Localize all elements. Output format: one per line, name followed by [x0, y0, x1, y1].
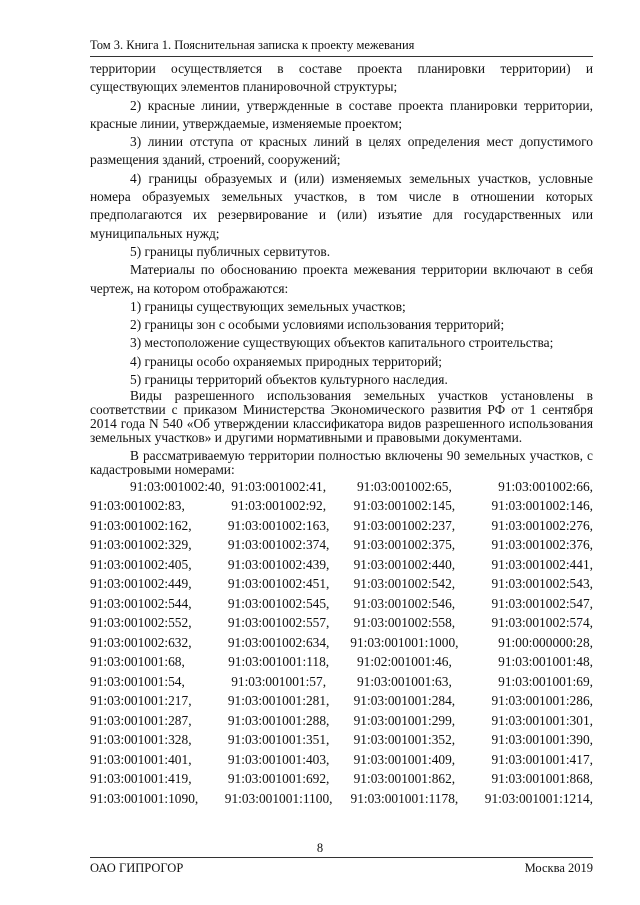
cadastral-number: 91:03:001002:439,: [227, 556, 330, 572]
cadastral-number: 91:03:001002:634,: [227, 634, 330, 650]
table-row: [90, 692, 593, 712]
cadastral-number: 91:03:001002:163,: [227, 517, 330, 533]
table-row: [90, 497, 593, 517]
cadastral-number: 91:03:001002:83,: [90, 498, 185, 514]
cadastral-number: 91:03:001002:145,: [353, 498, 456, 514]
cadastral-numbers-table: [90, 477, 593, 809]
cadastral-number: 91:03:001002:376,: [491, 537, 593, 553]
cadastral-number: 91:03:001002:276,: [491, 517, 593, 533]
table-row: [90, 633, 593, 653]
paragraph: 1) границы существующих земельных участков;: [130, 298, 406, 314]
paragraph: территории осуществляется в составе проекта планировки территории) и существующих элементов планировочной структуры;: [90, 61, 593, 95]
table-row: [90, 672, 593, 692]
cadastral-number: 91:03:001002:162,: [90, 517, 192, 533]
cadastral-number: 91:03:001002:329,: [90, 537, 192, 553]
cadastral-number: 91:03:001002:66,: [498, 478, 593, 494]
cadastral-number: 91:03:001001:281,: [227, 693, 330, 709]
paragraph: 2) границы зон с особыми условиями использования территорий;: [130, 317, 505, 333]
cadastral-number: 91:03:001001:692,: [227, 771, 330, 787]
cadastral-number: 91:03:001001:417,: [491, 751, 593, 767]
cadastral-number: 91:03:001002:374,: [227, 537, 330, 553]
cadastral-number: 91:03:001002:574,: [491, 615, 593, 631]
table-row: [90, 536, 593, 556]
cadastral-number: 91:03:001002:451,: [227, 576, 330, 592]
paragraph: 4) границы образуемых и (или) изменяемых земельных участков, условные номера образуемых земельных участков, в том числе в отношении которых предполагаются их резервирование и (или) изъятие для государственных или муниципальных нужд;: [90, 170, 593, 241]
cadastral-number: 91:03:001001:54,: [90, 673, 185, 689]
table-row: [90, 594, 593, 614]
cadastral-number: 91:03:001002:449,: [90, 576, 192, 592]
paragraph: 4) границы особо охраняемых природных территорий;: [130, 353, 442, 369]
cadastral-number: 91:03:001001:288,: [227, 712, 330, 728]
table-row: [90, 516, 593, 536]
cadastral-number: 91:03:001001:1090,: [90, 790, 199, 806]
cadastral-number: 91:03:001001:287,: [90, 712, 192, 728]
cadastral-number: 91:03:001001:390,: [491, 732, 593, 748]
cadastral-number: 91:03:001001:419,: [90, 771, 192, 787]
cadastral-number: 91:03:001002:557,: [227, 615, 330, 631]
cadastral-number: 91:03:001001:868,: [491, 771, 593, 787]
cadastral-number: 91:03:001001:299,: [353, 712, 456, 728]
table-row: [90, 770, 593, 790]
cadastral-number: 91:03:001002:440,: [353, 556, 456, 572]
paragraph: 3) местоположение существующих объектов капитального строительства;: [130, 335, 554, 351]
paragraph: В рассматриваемую территории полностью включены 90 земельных участков, с кадастровыми номерами:: [90, 448, 593, 478]
cadastral-number: 91:03:001001:1214,: [484, 790, 593, 806]
cadastral-number: 91:03:001001:1178,: [350, 790, 459, 806]
paragraph: 5) границы публичных сервитутов.: [130, 243, 331, 259]
cadastral-number: 91:03:001001:68,: [90, 654, 185, 670]
paragraph: 5) границы территорий объектов культурного наследия.: [130, 372, 448, 388]
cadastral-number: 91:03:001002:237,: [353, 517, 456, 533]
cadastral-number: 91:02:001001:46,: [356, 654, 452, 670]
table-row: [90, 731, 593, 751]
cadastral-number: 91:03:001001:217,: [90, 693, 192, 709]
table-row: [90, 555, 593, 575]
document-body: [90, 60, 593, 809]
table-row: [90, 653, 593, 673]
cadastral-number: 91:03:001001:409,: [353, 751, 456, 767]
page-number: 8: [316, 841, 324, 855]
cadastral-number: 91:03:001002:546,: [353, 595, 456, 611]
cadastral-number: 91:03:001001:401,: [90, 751, 192, 767]
page-header: Том 3. Книга 1. Пояснительная записка к проекту межевания: [90, 38, 415, 52]
cadastral-number: 91:03:001001:63,: [356, 673, 452, 689]
cadastral-number: 91:03:001001:57,: [231, 673, 327, 689]
cadastral-number: 91:03:001002:542,: [353, 576, 456, 592]
cadastral-number: 91:03:001002:405,: [90, 556, 192, 572]
paragraph: Материалы по обоснованию проекта межевания территории включают в себя чертеж, на котором отображаются:: [90, 262, 593, 296]
header-divider: [90, 56, 593, 57]
table-row: [90, 575, 593, 595]
cadastral-number: 91:03:001001:301,: [491, 712, 593, 728]
cadastral-number: 91:03:001001:403,: [227, 751, 330, 767]
cadastral-number: 91:03:001002:375,: [353, 537, 456, 553]
footer-city-year: Москва 2019: [524, 861, 593, 875]
cadastral-number: 91:03:001001:284,: [353, 693, 456, 709]
table-row: [90, 711, 593, 731]
cadastral-number: 91:03:001001:1100,: [224, 790, 333, 806]
cadastral-number: 91:03:001001:1000,: [350, 634, 459, 650]
table-row: [90, 477, 593, 497]
cadastral-number: 91:00:000000:28,: [498, 634, 593, 650]
cadastral-number: 91:03:001002:92,: [231, 498, 327, 514]
cadastral-number: 91:03:001002:543,: [491, 576, 593, 592]
cadastral-number: 91:03:001002:146,: [491, 498, 593, 514]
cadastral-number: 91:03:001001:862,: [353, 771, 456, 787]
paragraph: 2) красные линии, утвержденные в составе проекта планировки территории, красные линии, утверждаемые, изменяемые проектом;: [90, 97, 593, 131]
cadastral-number: 91:03:001002:41,: [231, 478, 327, 494]
cadastral-number: 91:03:001002:40,: [130, 478, 225, 494]
cadastral-number: 91:03:001001:352,: [353, 732, 456, 748]
cadastral-number: 91:03:001002:545,: [227, 595, 330, 611]
cadastral-number: 91:03:001001:328,: [90, 732, 192, 748]
cadastral-number: 91:03:001002:558,: [353, 615, 456, 631]
cadastral-number: 91:03:001002:547,: [491, 595, 593, 611]
cadastral-number: 91:03:001001:351,: [227, 732, 330, 748]
footer-organization: ОАО ГИПРОГОР: [90, 861, 184, 875]
cadastral-number: 91:03:001001:118,: [228, 654, 330, 670]
cadastral-number: 91:03:001002:552,: [90, 615, 192, 631]
cadastral-number: 91:03:001001:286,: [491, 693, 593, 709]
cadastral-number: 91:03:001002:544,: [90, 595, 192, 611]
cadastral-number: 91:03:001002:65,: [356, 478, 452, 494]
cadastral-number: 91:03:001002:632,: [90, 634, 192, 650]
table-row: [90, 614, 593, 634]
paragraph: 3) линии отступа от красных линий в целях определения мест допустимого размещения зданий, строений, сооружений;: [90, 134, 593, 168]
table-row: [90, 750, 593, 770]
cadastral-number: 91:03:001002:441,: [491, 556, 593, 572]
table-row: [90, 789, 593, 809]
footer-divider: [90, 857, 593, 858]
paragraph: Виды разрешенного использования земельных участков установлены в соответствии с приказом Министерства Экономического развития РФ от 1 сентября 2014 года N 540 «Об утверждении классификатора видов разрешенного использования земельных участков» и другими нормативными и правовыми документами.: [90, 388, 593, 446]
cadastral-number: 91:03:001001:48,: [498, 654, 593, 670]
cadastral-number: 91:03:001001:69,: [498, 673, 593, 689]
